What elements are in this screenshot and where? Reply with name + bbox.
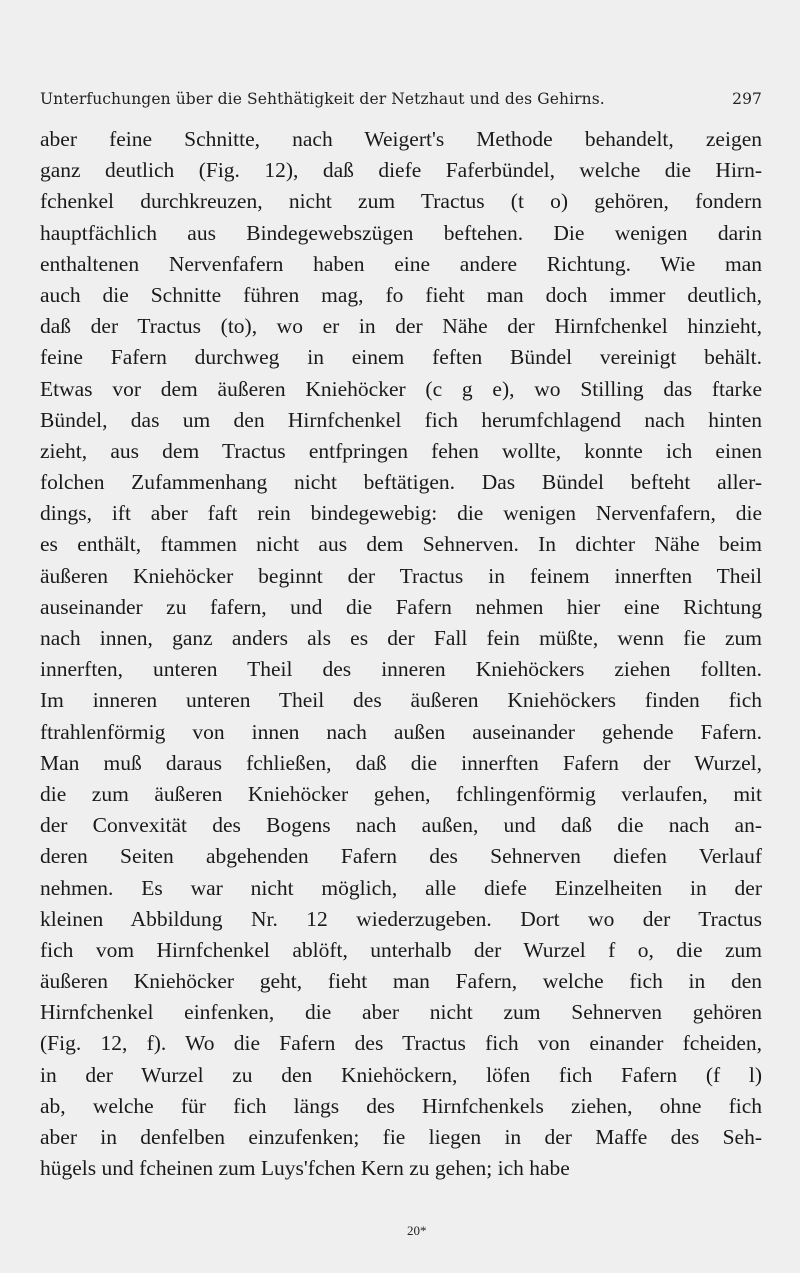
text-line: daß der Tractus (to), wo er in der Nähe der Hirnfchenkel hinzieht, <box>40 314 762 339</box>
text-line: fchenkel durchkreuzen, nicht zum Tractus (t o) gehören, fondern <box>40 189 762 214</box>
text-line: feine Fafern durchweg in einem feften Bündel vereinigt behält. <box>40 345 762 370</box>
text-line: fich vom Hirnfchenkel ablöft, unterhalb der Wurzel f o, die zum <box>40 937 762 962</box>
text-line: folchen Zufammenhang nicht beftätigen. Das Bündel befteht aller- <box>40 470 762 495</box>
text-line: der Convexität des Bogens nach außen, und daß die nach an- <box>40 813 762 838</box>
text-line: dings, ift aber faft rein bindegewebig: die wenigen Nervenfafern, die <box>40 501 762 526</box>
text-line: ab, welche für fich längs des Hirnfchenkels ziehen, ohne fich <box>40 1093 762 1118</box>
text-line: (Fig. 12, f). Wo die Fafern des Tractus fich von einander fcheiden, <box>40 1031 762 1056</box>
text-line: enthaltenen Nervenfafern haben eine andere Richtung. Wie man <box>40 251 762 276</box>
page-number: 297 <box>732 90 762 108</box>
text-line: innerften, unteren Theil des inneren Kniehöckers ziehen follten. <box>40 657 762 682</box>
signature-mark: 20* <box>407 1223 427 1238</box>
text-line: nehmen. Es war nicht möglich, alle diefe Einzelheiten in der <box>40 875 762 900</box>
text-line: Im inneren unteren Theil des äußeren Kniehöckers finden fich <box>40 688 762 713</box>
text-line: Man muß daraus fchließen, daß die innerften Fafern der Wurzel, <box>40 750 762 775</box>
running-head <box>40 90 762 112</box>
text-line: die zum äußeren Kniehöcker gehen, fchlingenförmig verlaufen, mit <box>40 781 762 806</box>
text-line: hauptfächlich aus Bindegewebszügen beftehen. Die wenigen darin <box>40 220 762 245</box>
text-line: Hirnfchenkel einfenken, die aber nicht zum Sehnerven gehören <box>40 1000 762 1025</box>
text-line: auseinander zu fafern, und die Fafern nehmen hier eine Richtung <box>40 594 762 619</box>
text-line: kleinen Abbildung Nr. 12 wiederzugeben. Dort wo der Tractus <box>40 906 762 931</box>
text-line: zieht, aus dem Tractus entfpringen fehen wollte, konnte ich einen <box>40 438 762 463</box>
text-line: nach innen, ganz anders als es der Fall fein müßte, wenn fie zum <box>40 626 762 650</box>
text-line: äußeren Kniehöcker beginnt der Tractus in feinem innerften Theil <box>40 563 762 588</box>
text-line: in der Wurzel zu den Kniehöckern, löfen fich Fafern (f l) <box>40 1062 762 1087</box>
text-line: hügels und fcheinen zum Luys'fchen Kern zu gehen; ich habe <box>40 1156 570 1181</box>
text-line: deren Seiten abgehenden Fafern des Sehnerven diefen Verlauf <box>40 844 762 869</box>
text-line: Bündel, das um den Hirnfchenkel fich herumfchlagend nach hinten <box>40 407 762 432</box>
text-line: Etwas vor dem äußeren Kniehöcker (c g e), wo Stilling das ftarke <box>40 376 762 401</box>
text-line: äußeren Kniehöcker geht, fieht man Fafern, welche fich in den <box>40 969 762 994</box>
running-title: Unterfuchungen über die Sehthätigkeit der Netzhaut und des Gehirns. <box>40 90 605 108</box>
text-line: es enthält, ftammen nicht aus dem Sehnerven. In dichter Nähe beim <box>40 532 762 557</box>
body-text <box>40 124 762 1184</box>
text-line: aber in denfelben einzufenken; fie liegen in der Maffe des Seh- <box>40 1125 762 1149</box>
text-line: ganz deutlich (Fig. 12), daß diefe Faferbündel, welche die Hirn- <box>40 158 762 183</box>
text-line: ftrahlenförmig von innen nach außen auseinander gehende Fafern. <box>40 719 762 744</box>
text-line: aber feine Schnitte, nach Weigert's Methode behandelt, zeigen <box>40 127 762 151</box>
text-line: auch die Schnitte führen mag, fo fieht man doch immer deutlich, <box>40 282 762 307</box>
